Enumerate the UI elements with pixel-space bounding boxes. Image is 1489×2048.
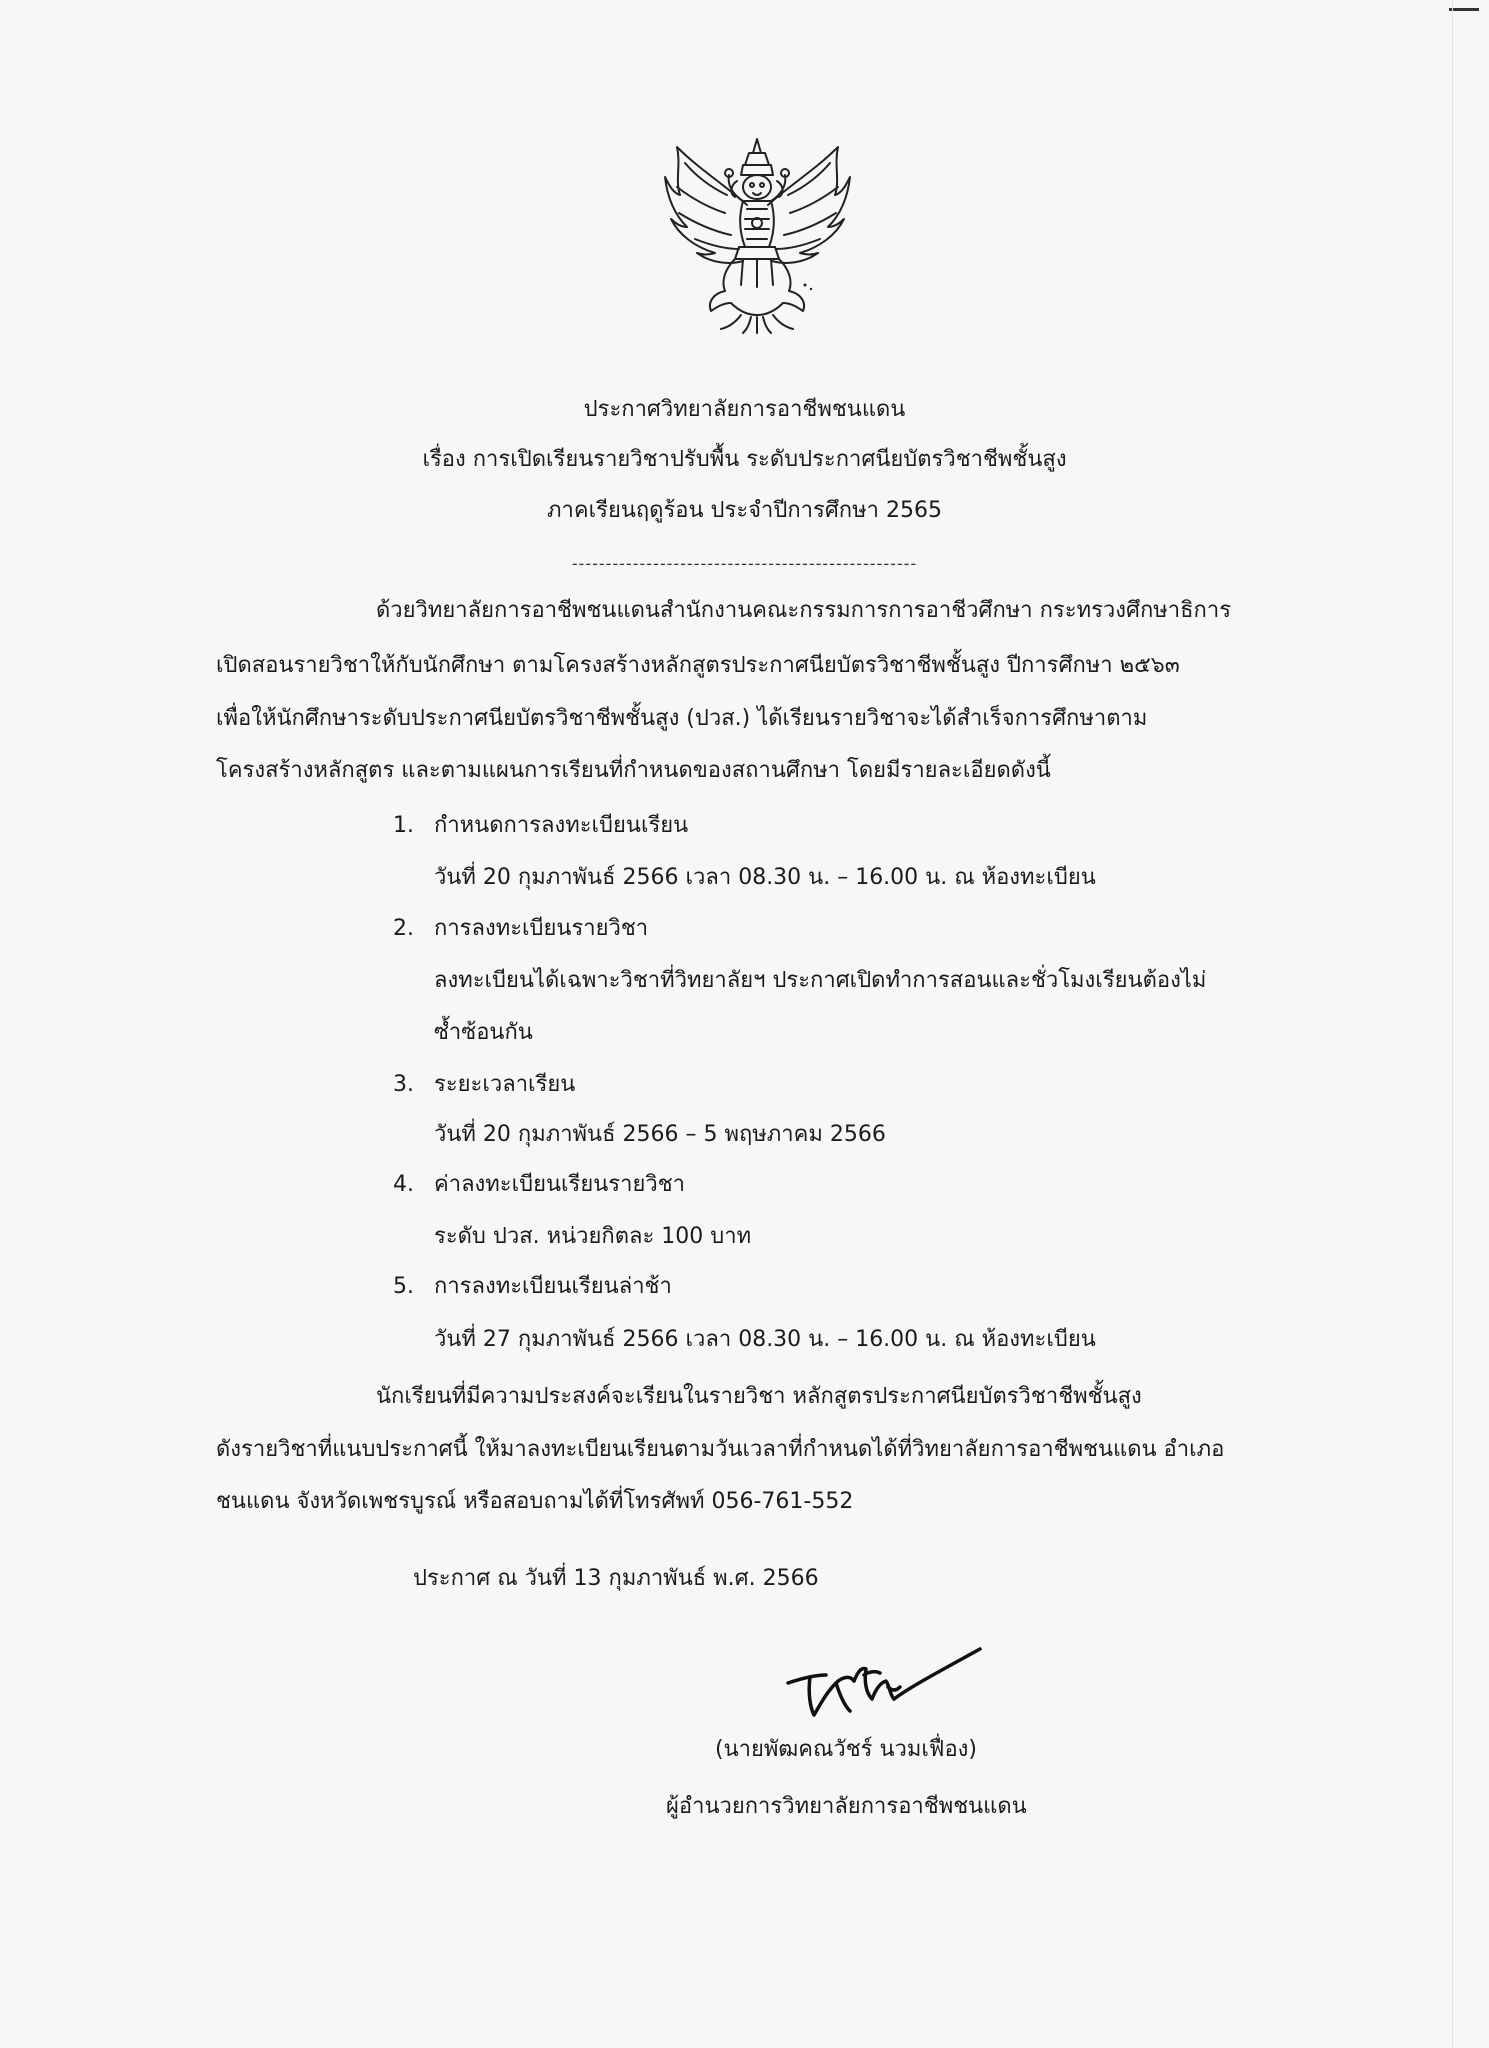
- item-number: 1.: [393, 813, 414, 838]
- item-detail: วันที่ 20 กุมภาพันธ์ 2566 เวลา 08.30 น. – 16.00 น. ณ ห้องทะเบียน: [434, 865, 1096, 890]
- signer-position: ผู้อำนวยการวิทยาลัยการอาชีพชนแดน: [666, 1794, 1027, 1819]
- item-number: 2.: [393, 916, 414, 941]
- item-title: ค่าลงทะเบียนเรียนรายวิชา: [434, 1172, 685, 1197]
- intro-line-4: โครงสร้างหลักสูตร และตามแผนการเรียนที่กำหนดของสถานศึกษา โดยมีรายละเอียดดังนี้: [216, 758, 1051, 783]
- closing-line-2: ดังรายวิชาที่แนบประกาศนี้ ให้มาลงทะเบียนเรียนตามวันเวลาที่กำหนดได้ที่วิทยาลัยการอาชีพชนแดน อำเภอ: [216, 1437, 1225, 1462]
- announcement-date: ประกาศ ณ วันที่ 13 กุมภาพันธ์ พ.ศ. 2566: [413, 1566, 819, 1591]
- announcement-term: ภาคเรียนฤดูร้อน ประจำปีการศึกษา 2565: [547, 498, 942, 523]
- handwritten-signature: [780, 1635, 1000, 1725]
- item-title: กำหนดการลงทะเบียนเรียน: [434, 813, 689, 838]
- item-detail: ลงทะเบียนได้เฉพาะวิชาที่วิทยาลัยฯ ประกาศเปิดทำการสอนและชั่วโมงเรียนต้องไม่: [434, 968, 1207, 993]
- item-number: 4.: [393, 1172, 414, 1197]
- intro-line-3: เพื่อให้นักศึกษาระดับประกาศนียบัตรวิชาชีพชั้นสูง (ปวส.) ได้เรียนรายวิชาจะได้สำเร็จการศึกษาตาม: [216, 706, 1148, 731]
- closing-line-3: ชนแดน จังหวัดเพชรบูรณ์ หรือสอบถามได้ที่โทรศัพท์ 056-761-552: [216, 1489, 854, 1514]
- announcement-title: ประกาศวิทยาลัยการอาชีพชนแดน: [583, 397, 906, 422]
- item-title: การลงทะเบียนรายวิชา: [434, 916, 649, 941]
- garuda-emblem: [655, 135, 860, 335]
- closing-line-1: นักเรียนที่มีความประสงค์จะเรียนในรายวิชา หลักสูตรประกาศนียบัตรวิชาชีพชั้นสูง: [376, 1384, 1142, 1409]
- scan-edge-mark: [1449, 8, 1479, 11]
- intro-line-2: เปิดสอนรายวิชาให้กับนักศึกษา ตามโครงสร้างหลักสูตรประกาศนียบัตรวิชาชีพชั้นสูง ปีการศึกษา ๒๕๖๓: [216, 653, 1180, 678]
- announcement-subject: เรื่อง การเปิดเรียนรายวิชาปรับพื้น ระดับประกาศนียบัตรวิชาชีพชั้นสูง: [422, 447, 1067, 472]
- item-detail: ระดับ ปวส. หน่วยกิตละ 100 บาท: [434, 1224, 752, 1249]
- item-title: ระยะเวลาเรียน: [434, 1072, 576, 1097]
- intro-line-1: ด้วยวิทยาลัยการอาชีพชนแดนสำนักงานคณะกรรมการการอาชีวศึกษา กระทรวงศึกษาธิการ: [376, 598, 1232, 623]
- item-detail: วันที่ 27 กุมภาพันธ์ 2566 เวลา 08.30 น. – 16.00 น. ณ ห้องทะเบียน: [434, 1327, 1096, 1352]
- item-number: 3.: [393, 1072, 414, 1097]
- item-detail: วันที่ 20 กุมภาพันธ์ 2566 – 5 พฤษภาคม 2566: [434, 1122, 886, 1147]
- item-number: 5.: [393, 1274, 414, 1299]
- signer-name: (นายพัฒคณวัชร์ นวมเฟื่อง): [715, 1737, 977, 1762]
- heading-divider: ---------------------------------------------------: [571, 554, 918, 573]
- item-detail: ซ้ำซ้อนกัน: [434, 1020, 533, 1045]
- scan-edge-line: [1452, 0, 1453, 2048]
- item-title: การลงทะเบียนเรียนล่าช้า: [434, 1274, 672, 1299]
